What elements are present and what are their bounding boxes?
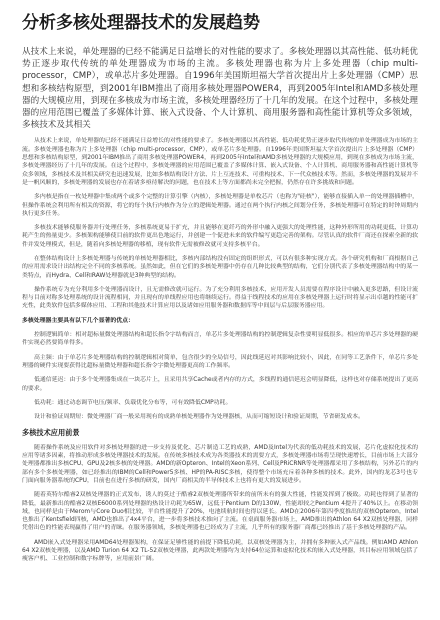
section-heading-prospects: 多核技术应用前景 (22, 428, 80, 438)
advantage-short-cycle: 设计和验证周期短：微处理器厂商一般采用现有的成熟单核处理器作为处理器核，从而可缩短设计和验证周期，节省研发成本。 (34, 414, 364, 421)
body-paragraph-1: 从技术上来说，单处理器的已经不能满足日益增长的对性能的要求了。多核处理器以其高性能、低功耗优势正逐步取代传统的单处理器成为市场的主流。多核处理器也称为片上多处理器（chip multi-processor，CMP），或单芯片多处理器。自1996年美国斯坦福大学首次提出片上多处理器（CMP）思想和多核结构原型，到2001年IBM推出了商用多核处理器POWER4，再到2005年Intel和AMD多核处理器的大规模应用，到现在多核成为市场主流，多核处理器经历了十几年的发展。在这个过程中，多核处理器的应用范围已覆盖了多媒体计算、嵌入式设备、个人计算机、商用服务器和高性能计算机等众多领域，多核技术及其相关研究也迅速发展，比如多核结构设计方法、片上互连技术、可重构技术、下一代众核技术等。然而，多核处理器的发展并不是一帆风顺的，多核处理器的发展也存在着诸多亟待解决的问题，也在技术上等方面都尚未完全把握，仍然存在许多挑战和问题。 (22, 138, 418, 186)
body-paragraph-4: 在整体结构设计上多核处理器与传统的单核处理器相比，多核内部结构没有固定的组织形式，可以有很多种实现方式。各个研究机构和厂商根据自己的应用需求设计出结构完全不同的多核系统。虽然如此，但在它们的多核处理器中仍存在几种比较典型的结构，它们分别代表了多核处理器结构中的某一类特点，而Hydra、Cell和RAW处理器就是3种典型的结构。 (22, 255, 418, 279)
body-paragraph-3: 多核技术能够使服务器并行处理任务，多核系统更易于扩充，并且能够在更纤巧的外形中融入更强大的处理性能，这种外形所用的功耗更低、计算功耗产生的热量更少。多核架构能够使目前的软件更出色地运行，并创建一个促进未来的软件编写更趋完善的架构。尽管认真的软件厂商还在探索全新的软件并发处理模式，但是，随着向多核处理器的移植，现有软件无需被修改就可支持多核平台。 (22, 225, 418, 248)
prospects-paragraph-1: 随着操作系统及应用软件对多核处理器的进一步支持及优化、芯片制造工艺的成熟，AMD及Intel为代表的低功耗技术的发展，芯片化虚拟化技术的应用等诸多因素，将推动形成多核处理器技术的发展。在传统多核技术成为各类器技术的需要方式，多核处理器市场将呈现快速增长，目前市场上大部分处理器都推出多核CPU、GPU及2核多核的处理器。AMD的新Opteron、Intel的Xeon系列、Cell及PRiCRNR等处理器都采用了多核结构，另外芯片的内部有多个多核处理器，如已经推出的IBM的Cell和Power5多核、HP的PA-RISC多核，使得整个市场充斥着各种多核的技术。此外，国内的龙芯3号也专门面向服务器系统的CPU，目前也在进行多核的研发，国内厂商相关的半导体技术上也将有更大的发展进步。 (22, 444, 418, 484)
lead-paragraph: 从技术上来说，单处理器的已经不能满足日益增长的对性能的要求了。多核处理器以其高性能、低功耗优势正逐步取代传统的单处理器成为市场的主流。多核处理器也称为片上多处理器（chip multi-processor，CMP），或单芯片多处理器。自1996年美国斯坦福大学首次提出片上多处理器（CMP）思想和多核结构原型，到2001年IBM推出了商用多核处理器POWER4，再到2005年Intel和AMD多核处理器的大规模应用，到现在多核成为市场主流，多核处理器经历了十几年的发展。在这个过程中，多核处理器的应用范围已覆盖了多媒体计算、嵌入式设备、个人计算机、商用服务器和高性能计算机等众多领域，多核技术及其相关 (22, 47, 418, 131)
prospects-paragraph-2: 随着英特尔酷睿2双核处理器的正式发布，诱人的莫过于酷睿2双核处理器所带来的前所未有的强大性能，性能发挥到了极致。功耗也得到了显著的降低，最新推出的酷睿2双核E6000系列处理器的热设计功耗为65W，远低于Pentium D的130W，性能却较之Pentium 4提升了40%以上。在移动领域，也同样是由于Merom与Core Duo相比较，平台性能提升了20%，电池续航时间也得以延长。AMD在2006年第四季度推出的双核Opteron，Intel也推出了Kentsfield四核，AMD也推出了4x4平台，进一步将多核技术推向了主流。在桌面服务器市场上，AMD推出的Athlon 64 X2双核处理器，同样凭借出色的性能表现赢得了用户的青睐。在服务器领域，多核处理器也已经成为了主流，几乎所有的服务器厂商都已经推出了基于多核处理器的产品。 (22, 492, 418, 532)
body-paragraph-5: 操作系统专为充分利用多个处理器而设计，且无需修改就可运行。为了充分利用多核技术，应用开发人员需要在程序设计中融入更多思路，但设计流程与目前对称多处理系统的设计流程相同，并且现有的单线程应用也将继续运行。得益于线程技术的应用在多核处理器上运行时将显示出卓越的性能可扩充性，此类软件包括多媒体应用、工程和其他技术计算应用以及诸如应用服务器和数据库等中间层与后层服务器应用。 (22, 286, 418, 310)
advantage-low-power: 低功耗：通过动态调节电压/频率、负载优化分布等，可有效降低CMP功耗。 (34, 399, 232, 406)
advantage-low-latency: 低通信延迟：由于多个处理器集成在一块芯片上，且采用共享Cache或者内存的方式，多线程的通信延迟会明显降低，这样也对存储系统提出了更高的要求。 (22, 377, 418, 392)
advantages-heading: 多核处理器主要具有以下几个显著的优点： (22, 317, 134, 324)
advantage-control-logic: 控制逻辑简单：相对超标量微处理器结构和超长指令字结构而言，单芯片多处理器结构的控制逻辑复杂性要明显低很多。相应的单芯片多处理器的硬件实现必然要简单得多。 (22, 332, 418, 347)
prospects-paragraph-3: AMD嵌入式处理器采用AMD64处理器架构，在保证足够性能的前提下降低功耗，以双核处理器为主，并拥有多种嵌入式产品线。例如AMD Athlon 64 X2双核处理器，以及AMD Turion 64 X2 TL-52双核处理器，此两款处理器均为支持64位运算和虚拟化技术的嵌入式处理器，其目标应用领域包括了瘦客户机、工业控制和数字标牌等，应用前景广阔。 (22, 539, 418, 563)
article-body (22, 137, 418, 563)
body-paragraph-2: 多内核是指在一枚处理器中集成两个或多个完整的计算引擎（内核），多核处理器是单枚芯片（也称为"硅核"），能够直接插入单一的处理器插槽中，但操作系统会利用所有相关的资源，将它的每个执行内核作为分立的逻辑处理器。通过在两个执行内核之间划分任务，多核处理器可在特定的时钟周期内执行更多任务。 (22, 194, 418, 217)
page-title: 分析多核处理器技术的发展趋势 (22, 13, 260, 33)
advantage-high-frequency: 高主频：由于单芯片多处理器结构的控制逻辑相对简单，包含很少的全局信号，因此线延迟对其影响比较小，因此，在同等工艺条件下，单芯片多处理器的硬件实现要获得比超标量微处理器和超长指令字微处理器更高的工作频率。 (22, 354, 418, 369)
